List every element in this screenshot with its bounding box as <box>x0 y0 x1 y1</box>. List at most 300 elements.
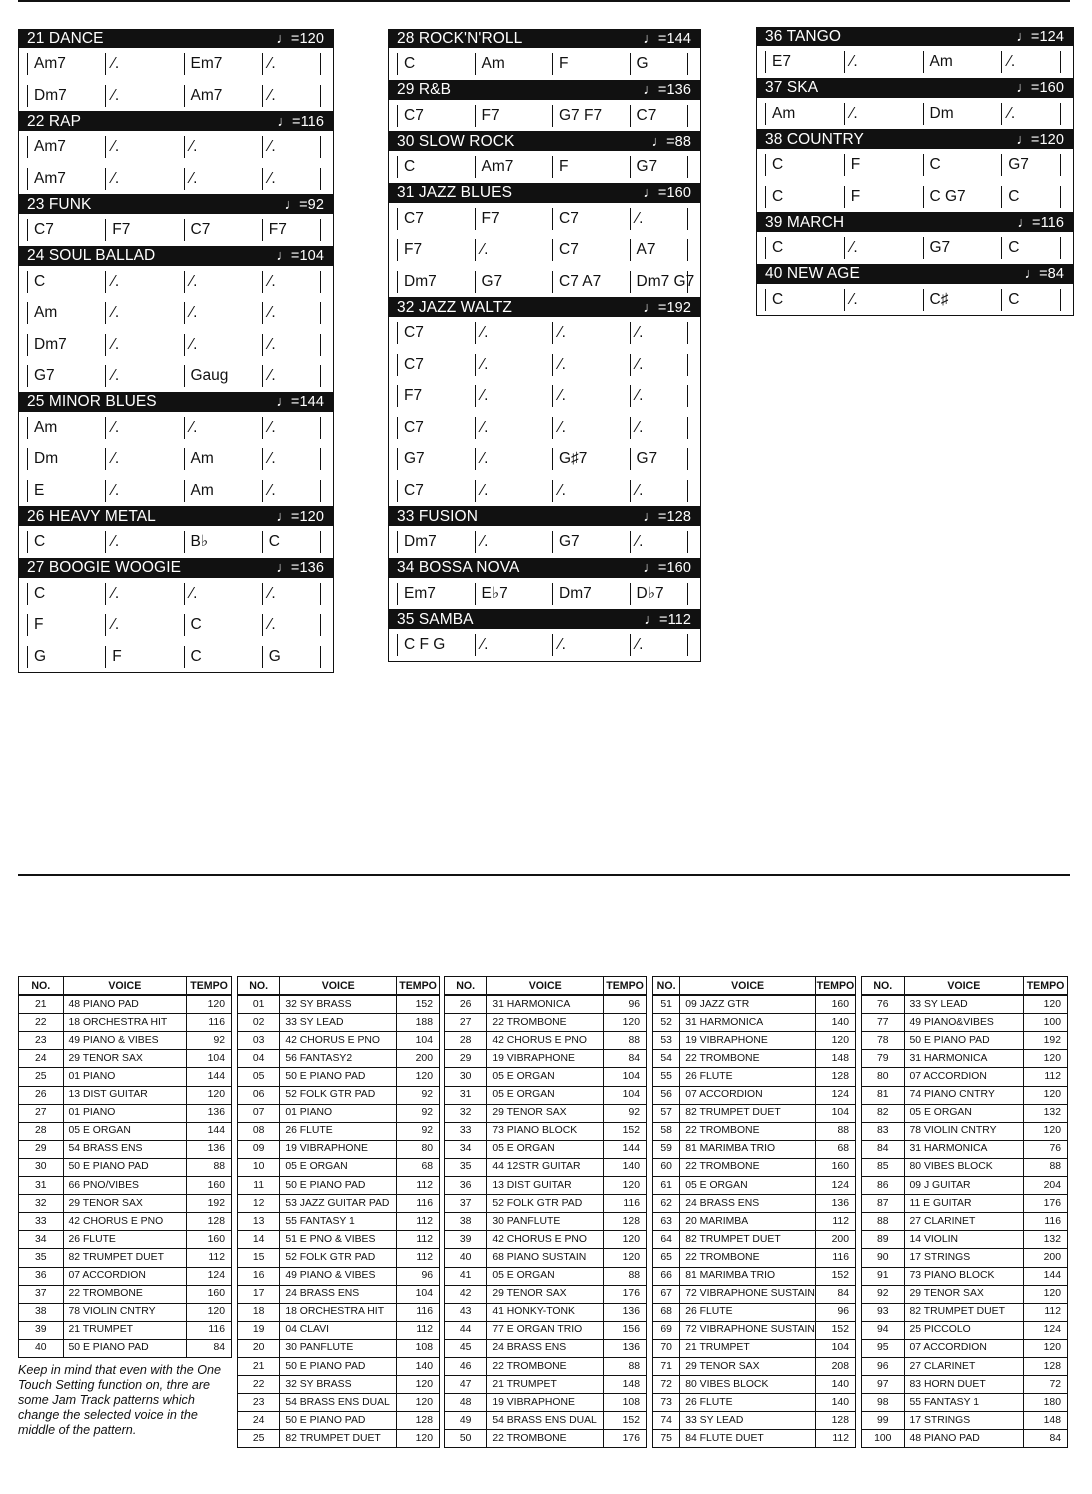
tempo-value: 208 <box>815 1357 855 1375</box>
tempo-value: 112 <box>815 1430 855 1448</box>
tempo-value: 120 <box>187 1086 232 1104</box>
row-number: 85 <box>862 1158 905 1176</box>
table-row <box>653 1430 856 1448</box>
pattern-block <box>388 81 701 133</box>
chord-bar: C7 <box>397 208 424 230</box>
chord-bar: E7 <box>765 51 791 73</box>
column-header-voice: VOICE <box>904 977 1024 996</box>
column-header-tempo: TEMPO <box>397 977 440 996</box>
row-number: 96 <box>862 1357 905 1375</box>
tempo-value: 116 <box>187 1014 232 1032</box>
voice-name: 73 PIANO BLOCK <box>487 1122 604 1140</box>
chord-row <box>19 412 333 444</box>
chord-bar: Am <box>27 302 57 324</box>
chord-bar: ⁄. <box>184 168 198 190</box>
row-number: 22 <box>238 1376 280 1394</box>
column-header-tempo: TEMPO <box>187 977 232 996</box>
tempo-value: 92 <box>187 1032 232 1050</box>
tempo-value: 104 <box>604 1068 647 1086</box>
table-row <box>653 1412 856 1430</box>
row-number: 58 <box>653 1122 680 1140</box>
tempo-value: 140 <box>815 1014 855 1032</box>
voice-table-4 <box>652 976 856 1448</box>
tempo-value: 180 <box>1024 1394 1068 1412</box>
table-row <box>862 1032 1068 1050</box>
pattern-tempo: ♩=160 <box>643 185 691 201</box>
section-divider <box>18 874 1070 876</box>
row-number: 60 <box>653 1158 680 1176</box>
tempo-value: 124 <box>815 1086 855 1104</box>
table-row <box>862 1357 1068 1375</box>
row-number: 94 <box>862 1321 905 1339</box>
chord-bar: F7 <box>475 208 500 230</box>
voice-name: 26 FLUTE <box>680 1394 816 1412</box>
table-row <box>19 1285 232 1303</box>
voice-name: 51 E PNO & VIBES <box>280 1231 397 1249</box>
voice-name: 05 E ORGAN <box>487 1140 604 1158</box>
pattern-title-bar <box>19 112 333 131</box>
pattern-block <box>756 213 1074 265</box>
pattern-block <box>756 27 1074 79</box>
chord-bar: ⁄. <box>844 237 858 259</box>
voice-name: 01 PIANO <box>280 1104 397 1122</box>
table-row <box>862 1249 1068 1267</box>
chord-bar: ⁄. <box>475 480 489 502</box>
tempo-value: 112 <box>815 1213 855 1231</box>
voice-name: 29 TENOR SAX <box>904 1285 1024 1303</box>
table-header-row <box>19 977 232 996</box>
row-number: 11 <box>238 1177 280 1195</box>
table-header-row <box>445 977 647 996</box>
chord-bar: F <box>27 614 43 636</box>
chord-bar: C <box>262 531 280 553</box>
voice-name: 55 FANTASY 1 <box>904 1394 1024 1412</box>
pattern-tempo: ♩=124 <box>1016 28 1064 45</box>
row-number: 26 <box>445 995 487 1014</box>
chord-bar: C <box>184 646 202 668</box>
table-row <box>653 1195 856 1213</box>
table-row <box>19 1140 232 1158</box>
table-row <box>19 1014 232 1032</box>
tempo-value: 112 <box>397 1213 440 1231</box>
tempo-value: 156 <box>604 1321 647 1339</box>
table-row <box>238 1158 440 1176</box>
pattern-tempo: ♩=136 <box>276 560 324 576</box>
pattern-name: 40 NEW AGE <box>765 265 860 282</box>
voice-name: 31 HARMONICA <box>680 1014 816 1032</box>
row-number: 97 <box>862 1376 905 1394</box>
row-number: 83 <box>862 1122 905 1140</box>
row-number: 40 <box>445 1249 487 1267</box>
row-number: 99 <box>862 1412 905 1430</box>
chord-row <box>19 214 333 246</box>
voice-name: 22 TROMBONE <box>680 1050 816 1068</box>
voice-name: 22 TROMBONE <box>680 1249 816 1267</box>
footnote: Keep in mind that even with the One Touch Setting function on, thre are some Jam Track patterns which change the selected voice in the middle of the pattern. <box>18 1363 222 1437</box>
table-row <box>653 1394 856 1412</box>
tempo-value: 152 <box>604 1412 647 1430</box>
voice-name: 50 E PIANO PAD <box>280 1177 397 1195</box>
chord-bar: C <box>397 53 415 75</box>
chord-row <box>757 46 1073 78</box>
chord-bar: ⁄. <box>262 480 276 502</box>
pattern-title-bar <box>389 81 700 100</box>
voice-name: 07 ACCORDION <box>63 1267 187 1285</box>
tempo-value: 120 <box>397 1394 440 1412</box>
chord-bar: ⁄. <box>630 634 644 656</box>
tempo-value: 160 <box>187 1231 232 1249</box>
tempo-value: 120 <box>1024 1285 1068 1303</box>
voice-name: 49 PIANO & VIBES <box>63 1032 187 1050</box>
table-row <box>862 1068 1068 1086</box>
chord-bar: C7 <box>397 354 424 376</box>
end-barline <box>320 334 321 356</box>
tempo-value: 120 <box>604 1249 647 1267</box>
chord-row <box>19 641 333 673</box>
tempo-value: 128 <box>604 1213 647 1231</box>
row-number: 33 <box>445 1122 487 1140</box>
tempo-value: 136 <box>187 1104 232 1122</box>
row-number: 51 <box>653 995 680 1014</box>
pattern-name: 21 DANCE <box>27 29 104 47</box>
chord-bar: E♭7 <box>475 583 508 605</box>
voice-name: 49 PIANO&VIBES <box>904 1014 1024 1032</box>
voice-name: 80 VIBES BLOCK <box>904 1158 1024 1176</box>
chord-bar: ⁄. <box>262 271 276 293</box>
pattern-name: 28 ROCK'N'ROLL <box>397 29 523 47</box>
tempo-value: 116 <box>397 1303 440 1321</box>
row-number: 10 <box>238 1158 280 1176</box>
row-number: 40 <box>19 1339 64 1357</box>
row-number: 15 <box>238 1249 280 1267</box>
end-barline <box>687 239 688 261</box>
chord-row <box>19 48 333 80</box>
row-number: 72 <box>653 1376 680 1394</box>
row-number: 95 <box>862 1339 905 1357</box>
pattern-block <box>18 247 334 393</box>
row-number: 30 <box>19 1158 64 1176</box>
end-barline <box>687 448 688 470</box>
voice-name: 19 VIBRAPHONE <box>487 1394 604 1412</box>
voice-name: 48 PIANO PAD <box>63 995 187 1014</box>
pattern-block <box>18 393 334 508</box>
end-barline <box>320 448 321 470</box>
row-number: 70 <box>653 1339 680 1357</box>
row-number: 13 <box>238 1213 280 1231</box>
row-number: 66 <box>653 1267 680 1285</box>
row-number: 61 <box>653 1177 680 1195</box>
tempo-value: 148 <box>604 1376 647 1394</box>
chord-bar: F7 <box>475 105 500 127</box>
table-row <box>862 1339 1068 1357</box>
pattern-tempo: ♩=160 <box>643 560 691 576</box>
chord-row <box>757 149 1073 181</box>
row-number: 17 <box>238 1285 280 1303</box>
row-number: 28 <box>19 1122 64 1140</box>
row-number: 30 <box>445 1068 487 1086</box>
table-row <box>238 1412 440 1430</box>
chord-bar: Gaug <box>184 365 229 387</box>
voice-name: 32 SY BRASS <box>280 995 397 1014</box>
row-number: 27 <box>19 1104 64 1122</box>
chord-bar: Dm7 G7 <box>630 271 695 293</box>
chord-bar: ⁄. <box>552 322 566 344</box>
chord-bar: C <box>1001 186 1019 208</box>
table-row <box>238 1086 440 1104</box>
row-number: 63 <box>653 1213 680 1231</box>
chord-bar: C <box>1001 289 1019 311</box>
table-row <box>238 1231 440 1249</box>
table-row <box>238 1285 440 1303</box>
voice-table-5 <box>861 976 1068 1448</box>
chord-bar: B♭ <box>184 531 209 553</box>
voice-name: 53 JAZZ GUITAR PAD <box>280 1195 397 1213</box>
table-row <box>238 1394 440 1412</box>
voice-name: 29 TENOR SAX <box>487 1285 604 1303</box>
tempo-value: 116 <box>815 1249 855 1267</box>
tempo-value: 112 <box>1024 1303 1068 1321</box>
chord-row <box>19 475 333 507</box>
chord-bar: F <box>552 53 568 75</box>
table-row <box>862 1213 1068 1231</box>
chord-row <box>19 578 333 610</box>
table-row <box>238 1068 440 1086</box>
tempo-value: 112 <box>1024 1068 1068 1086</box>
row-number: 07 <box>238 1104 280 1122</box>
voice-name: 18 ORCHESTRA HIT <box>280 1303 397 1321</box>
tempo-value: 120 <box>604 1231 647 1249</box>
chord-bar: F7 <box>105 219 130 241</box>
table-row <box>445 1140 647 1158</box>
chord-row <box>757 284 1073 316</box>
tempo-value: 152 <box>815 1267 855 1285</box>
row-number: 26 <box>19 1086 64 1104</box>
tempo-value: 88 <box>604 1357 647 1375</box>
chord-bar: F7 <box>397 385 422 407</box>
chord-bar: F7 <box>262 219 287 241</box>
row-number: 74 <box>653 1412 680 1430</box>
pattern-name: 34 BOSSA NOVA <box>397 559 520 576</box>
tempo-value: 116 <box>187 1321 232 1339</box>
table-row <box>238 1177 440 1195</box>
chord-bar: G♯7 <box>552 448 587 470</box>
voice-name: 33 SY LEAD <box>904 995 1024 1014</box>
voice-name: 26 FLUTE <box>680 1303 816 1321</box>
voice-name: 41 HONKY-TONK <box>487 1303 604 1321</box>
tempo-value: 124 <box>815 1177 855 1195</box>
voice-name: 32 SY BRASS <box>280 1376 397 1394</box>
chord-bar: ⁄. <box>262 85 276 107</box>
table-row <box>862 1231 1068 1249</box>
voice-name: 82 TRUMPET DUET <box>904 1303 1024 1321</box>
voice-name: 09 J GUITAR <box>904 1177 1024 1195</box>
row-number: 37 <box>19 1285 64 1303</box>
chord-bar: ⁄. <box>105 583 119 605</box>
chord-bar: G7 <box>630 448 658 470</box>
chord-row <box>389 412 700 444</box>
table-row <box>862 1376 1068 1394</box>
table-row <box>19 1086 232 1104</box>
pattern-name: 39 MARCH <box>765 213 845 231</box>
pattern-title-bar <box>757 265 1073 284</box>
voice-name: 48 PIANO PAD <box>904 1430 1024 1448</box>
chord-bar: Dm7 <box>552 583 592 605</box>
table-row <box>445 1050 647 1068</box>
tempo-value: 120 <box>397 1376 440 1394</box>
tempo-value: 120 <box>1024 1050 1068 1068</box>
tempo-value: 112 <box>397 1231 440 1249</box>
chord-bar: Em7 <box>397 583 436 605</box>
tempo-value: 116 <box>604 1195 647 1213</box>
table-row <box>445 1104 647 1122</box>
pattern-tempo: ♩=116 <box>277 113 324 130</box>
chord-bar: C7 <box>397 322 424 344</box>
tempo-value: 176 <box>604 1285 647 1303</box>
chord-bar: G7 F7 <box>552 105 602 127</box>
pattern-column-1 <box>18 29 334 673</box>
tempo-value: 116 <box>1024 1213 1068 1231</box>
table-row <box>862 995 1068 1014</box>
voice-name: 29 TENOR SAX <box>680 1357 816 1375</box>
pattern-name: 33 FUSION <box>397 507 479 525</box>
row-number: 22 <box>19 1014 64 1032</box>
chord-row <box>19 163 333 195</box>
chord-row <box>389 349 700 381</box>
chord-bar: Dm7 <box>397 531 437 553</box>
end-barline <box>1060 289 1061 311</box>
voice-name: 78 VIOLIN CNTRY <box>904 1122 1024 1140</box>
row-number: 23 <box>19 1032 64 1050</box>
chord-bar: ⁄. <box>105 53 119 75</box>
tempo-value: 136 <box>815 1195 855 1213</box>
chord-bar: C7 <box>184 219 211 241</box>
voice-name: 05 E ORGAN <box>63 1122 187 1140</box>
chord-bar: ⁄. <box>630 417 644 439</box>
table-row <box>445 1032 647 1050</box>
end-barline <box>1060 103 1061 125</box>
pattern-tempo: ♩=144 <box>643 30 691 47</box>
end-barline <box>687 354 688 376</box>
end-barline <box>1060 154 1061 176</box>
chord-bar: ⁄. <box>552 385 566 407</box>
chord-bar: G7 <box>630 156 658 178</box>
pattern-title-bar <box>19 247 333 266</box>
chord-bar: Dm7 <box>27 334 67 356</box>
tempo-value: 120 <box>397 1068 440 1086</box>
table-row <box>19 1177 232 1195</box>
table-row <box>653 1014 856 1032</box>
chord-bar: C7 <box>552 239 579 261</box>
chord-bar: Am <box>184 480 214 502</box>
tempo-value: 112 <box>397 1249 440 1267</box>
tempo-value: 152 <box>604 1122 647 1140</box>
pattern-block <box>388 559 701 611</box>
tempo-value: 112 <box>187 1249 232 1267</box>
table-row <box>862 1140 1068 1158</box>
chord-bar: ⁄. <box>105 168 119 190</box>
table-row <box>653 1177 856 1195</box>
voice-name: 25 PICCOLO <box>904 1321 1024 1339</box>
chord-row <box>389 266 700 298</box>
chord-bar: C7 <box>397 480 424 502</box>
pattern-name: 32 JAZZ WALTZ <box>397 298 512 316</box>
voice-name: 05 E ORGAN <box>904 1104 1024 1122</box>
end-barline <box>1060 186 1061 208</box>
row-number: 100 <box>862 1430 905 1448</box>
chord-bar: ⁄. <box>552 417 566 439</box>
voice-name: 13 DIST GUITAR <box>63 1086 187 1104</box>
end-barline <box>687 105 688 127</box>
voice-name: 05 E ORGAN <box>487 1086 604 1104</box>
chord-bar: ⁄. <box>630 531 644 553</box>
chord-bar: ⁄. <box>475 385 489 407</box>
voice-name: 05 E ORGAN <box>487 1068 604 1086</box>
tempo-value: 104 <box>187 1050 232 1068</box>
pattern-name: 35 SAMBA <box>397 610 474 628</box>
pattern-tempo: ♩=160 <box>1016 80 1064 96</box>
tempo-value: 120 <box>815 1032 855 1050</box>
tempo-value: 92 <box>397 1104 440 1122</box>
table-row <box>445 1014 647 1032</box>
tempo-value: 128 <box>815 1068 855 1086</box>
tempo-value: 116 <box>397 1195 440 1213</box>
chord-bar: ⁄. <box>630 480 644 502</box>
table-row <box>653 1122 856 1140</box>
chord-bar: C F G <box>397 634 445 656</box>
end-barline <box>320 531 321 553</box>
row-number: 76 <box>862 995 905 1014</box>
voice-name: 49 PIANO & VIBES <box>280 1267 397 1285</box>
chord-bar: F <box>844 186 860 208</box>
tempo-value: 176 <box>604 1430 647 1448</box>
table-row <box>238 1321 440 1339</box>
column-header-no: NO. <box>445 977 487 996</box>
pattern-name: 23 FUNK <box>27 195 92 213</box>
end-barline <box>320 168 321 190</box>
tempo-value: 144 <box>187 1122 232 1140</box>
chord-bar: ⁄. <box>184 583 198 605</box>
row-number: 24 <box>19 1050 64 1068</box>
row-number: 32 <box>19 1195 64 1213</box>
table-row <box>862 1412 1068 1430</box>
table-row <box>19 1303 232 1321</box>
chord-bar: ⁄. <box>475 634 489 656</box>
chord-bar: ⁄. <box>184 417 198 439</box>
voice-name: 82 TRUMPET DUET <box>63 1249 187 1267</box>
row-number: 29 <box>445 1050 487 1068</box>
chord-bar: ⁄. <box>105 448 119 470</box>
chord-bar: ⁄. <box>262 334 276 356</box>
voice-name: 21 TRUMPET <box>680 1339 816 1357</box>
voice-name: 27 CLARINET <box>904 1357 1024 1375</box>
row-number: 39 <box>19 1321 64 1339</box>
row-number: 41 <box>445 1267 487 1285</box>
tempo-value: 68 <box>815 1140 855 1158</box>
chord-bar: F <box>105 646 121 668</box>
chord-bar: ⁄. <box>1001 51 1015 73</box>
column-header-voice: VOICE <box>487 977 604 996</box>
end-barline <box>320 365 321 387</box>
table-row <box>445 1430 647 1448</box>
voice-name: 68 PIANO SUSTAIN <box>487 1249 604 1267</box>
pattern-block <box>18 559 334 674</box>
column-header-tempo: TEMPO <box>815 977 855 996</box>
end-barline <box>320 136 321 158</box>
row-number: 69 <box>653 1321 680 1339</box>
row-number: 52 <box>653 1014 680 1032</box>
voice-name: 05 E ORGAN <box>280 1158 397 1176</box>
table-header-row <box>862 977 1068 996</box>
